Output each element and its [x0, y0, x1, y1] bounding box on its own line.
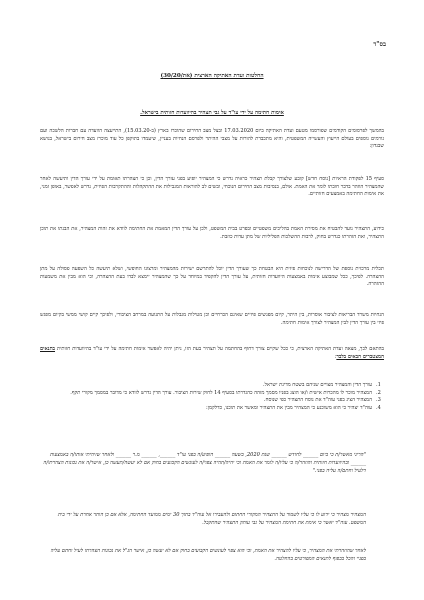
document-title: החלטות ועדת האתיקה הארצית (את/30/20)	[160, 73, 264, 79]
document-subtitle: אימות חתימה על ידי עו"ד על גבי תצהיר בהיוועדות חזותית בישראל.	[140, 110, 284, 116]
affidavit-form-text-3	[40, 548, 366, 564]
list-item-number: 1.	[376, 382, 381, 388]
form-line-2: המצהיר מצהיר כי ידוע לו כי עליו לשמור על התצהיר המקורי החתום ולהעבירו אל עוה"ד בתוך 30 ימים ממועד החתימה, אלא אם כן הותר אחרת על ידי בית המשפט. עוה"ד יאשר כי אימת את חתימת המצהיר על גבי עותק התצהיר שהתקבל.	[57, 512, 366, 526]
list-item-text: עורך הדין והמצהיר מצויים שניהם בשטח מדינת ישראל.	[263, 382, 372, 388]
affidavit-form-text	[40, 452, 366, 475]
bsd-header: בס"ד	[373, 41, 386, 48]
list-item-text: המצהיר מוכר לו מהכרות אישית ו/או הוצג בפניו מסמך מזהה כהגדרתו בסעיף 14 לחוק שירות הציבור. עורך הדין נדרש לוודא כי מדובר במסמך מקורי תקף.	[70, 389, 372, 396]
list-item	[40, 397, 384, 405]
conditions-intro-text: בהתאם לכך, מצאה ועדת האתיקה הארצית, כי ככל שקיים צורך דחוף בהחתמה על תצהיר בעת הזו, ניתן יהיה לאפשר אימות חתימה על ידי עו"ד בהיוועדות חזותית בתנאים המצטברים הבאים בלבד:	[40, 346, 384, 360]
list-item-number: 4.	[376, 404, 381, 411]
conditions-emphasis: בתנאים המצטברים הבאים בלבד	[40, 346, 384, 360]
list-item-number: 2.	[376, 389, 381, 396]
form-line-3: לאחר שהוזהרתי את המצהיר, כי עליו להצהיר את האמת, וכי הוא צפוי לעונשים הקבועים בחוק אם לא יעשה כן, אישר הנ"ל את נכונות הצהרתו לעיל וחתם עליה בפניי והכל בכפוף לתנאים המפורטים בהחלטה.	[50, 548, 366, 562]
paragraph-conditions-intro	[40, 346, 384, 361]
list-item	[40, 382, 384, 390]
list-item-text: עוה"ד יצהיר כי הוא משוכנע כי המצהיר מבין את התצהיר ומאשר את תוכנו, כדלקמן:	[206, 404, 372, 411]
paragraph-section-15: סעיף 15 לפקודת הראיות [נוסח חדש] קובע שלצורך קבלת תצהיר כראיה נדרש כי המצהיר יופיע בפני עורך הדין, וכן כי הצהרתו תאומת על ידי עורך הדין ותיעשה לאחר שהמצהיר הוזהר בדבר חובתו לומר את האמת. אולם, בנסיבות מצב החירום הנוכחי, ובשים לב להוראות המגבילות את ההתקהלות וההתקרבות הפיזית, נדרש לאפשר, באופן זמני, את אימות החתימה באמצעים חזותיים.	[40, 176, 385, 198]
paragraph-purpose: כידוע, התצהיר נועד להבטיח את מסירת האמת בהליכים משפטיים ובפרט בבית המשפט, ולכן על עורך הדין המאמת את החתימה לוודא את זהות המצהיר, את הבנתו את תוכן התצהיר, ואת הזהרתו כנדרש בחוק, לרבות ההשלכות הפליליות של מתן עדות כוזבת.	[40, 226, 384, 240]
form-line-1: "הריני מאשר/ת כי ביום ______ לחודש ______ שנת 2020, בשעה ______ הופיע/ה בפני עו"ד ______, ______ מ.ר ______ ולאחר שזיהיתי אותו/ה באמצעות ______ ובהיוועדות חזותית והוזהר/ה כי עליו/ה לומר את האמת וכי יהיה/תהיה צפוי/ה לעונשים הקבועים בחוק אם לא יעשה/תעשה כן, אישר/ה את נכונות הצהרתו/ה דלעיל וחתם/ה עליה בפני."	[43, 452, 366, 474]
list-item	[40, 405, 384, 413]
list-item-text: המצהיר הציג בפני עוה"ד את נוסח התצהיר כפי שנוסח.	[263, 397, 372, 404]
paragraph-additional-purpose: תכלית מרכזית נוספת של הדרישה לנוכחות פיזית היא הבטחת כך שעורך הדין יוכל להתרשם ישירות מהמצהיר ומרצונו החופשי, ושלא תיעשה כל השפעה פסולה על מתן ההצהרה. לפיכך, ככל שמבוצע אימות באמצעות היוועדות חזותית, על עורך הדין להקפיד במיוחד על כך שהמצהיר יימצא לבדו בעת ההצהרה, וכי הוא מבין את משמעות ההזהרה.	[40, 266, 384, 288]
paragraph-intro: בהמשך לפרסומים הקודמים שפורסמו מטעם ועדת האתיקה ביום 17.03.2020 ובצל מצב החירום שהוכרז בארץ (ב-15.03.20), התייעצה הוועדה עם חברות הלשכה ועם גורמים נוספים בעולם הייעוץ והעשייה המשפטית, והיא מתכבדת להורות על מצבי ההיתר ולפרסם הנחיות בעניין, שיעמדו בתוקפן כל עוד מוכרז מצב חירום בישראל, בנושא שבנדון:	[40, 128, 384, 150]
paragraph-health-guidelines: הנחיות משרד הבריאות לציבור אוסרות, בין היתר, קיום מפגשים פיזיים שאינם הכרחיים וכן מטילות מגבלות על התנועה במרחב הציבורי, ולפיכך קיים קושי ממשי בקיום מפגש פיזי בין עורך הדין לבין המצהיר לצורך אימות חתימה.	[40, 312, 384, 326]
list-item-number: 3.	[376, 397, 381, 404]
conditions-list	[40, 382, 384, 412]
list-item	[40, 390, 384, 398]
affidavit-form-text-2	[40, 512, 366, 528]
